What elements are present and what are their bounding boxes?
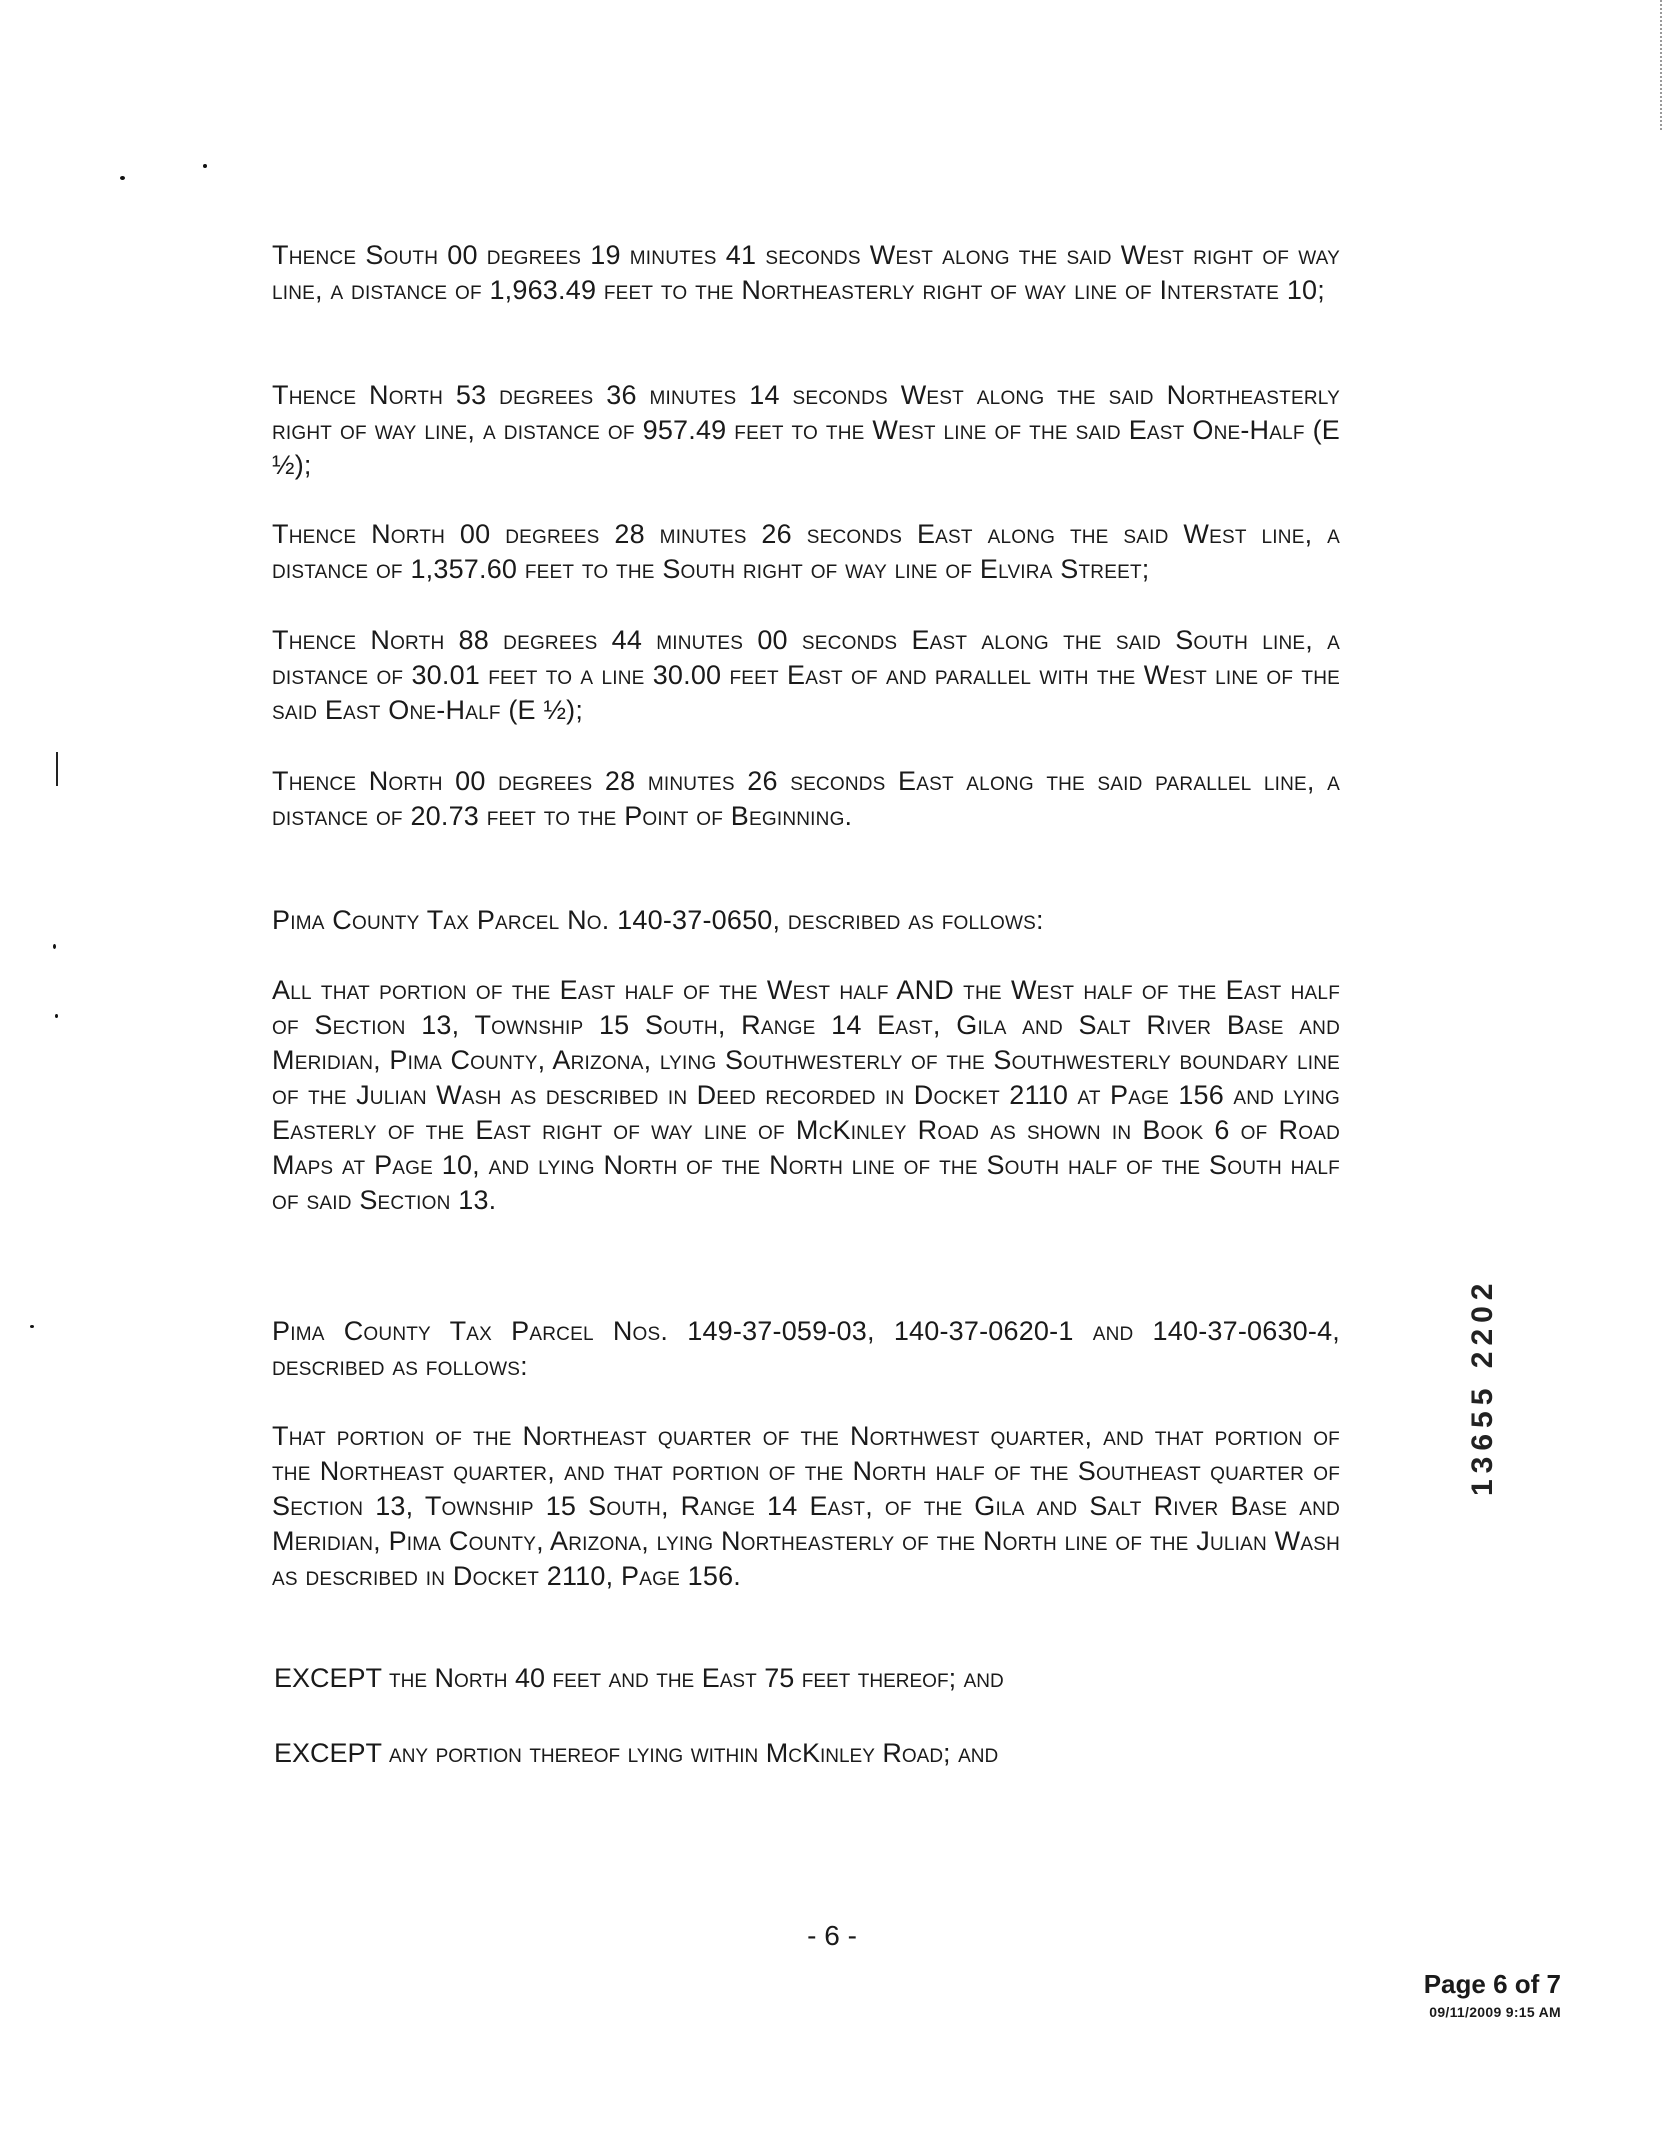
heading-tax-parcels-multiple: Pima County Tax Parcel Nos. 149-37-059-03, 140-37-0620-1 and 140-37-0630-4, described as follows: (272, 1316, 1340, 1381)
paragraph-thence-south: Thence South 00 degrees 19 minutes 41 seconds West along the said West right of way line, a distance of 1,963.49 feet to the Northeasterly right of way line of Interstate 10; (272, 240, 1340, 305)
except-clause-north-east: EXCEPT the North 40 feet and the East 75 feet thereof; and (274, 1663, 1004, 1693)
paragraph-thence-north-88: Thence North 88 degrees 44 minutes 00 seconds East along the said South line, a distance of 30.01 feet to a line 30.00 feet East of and parallel with the West line of the said East One-Half (E ½); (272, 625, 1340, 725)
paragraph-thence-north-53: Thence North 53 degrees 36 minutes 14 seconds West along the said Northeasterly right of way line, a distance of 957.49 feet to the West line of the said East One-Half (E ½); (272, 380, 1340, 480)
page-number: - 6 - (807, 1920, 857, 1951)
page-count: Page 6 of 7 (1423, 1969, 1561, 1999)
scan-mark (56, 752, 58, 786)
paragraph-parcel-0650-description: All that portion of the East half of the West half AND the West half of the East half of Section 13, Township 15 South, Range 14 East, Gila and Salt River Base and Meridian, Pima County, Arizona, lying Southwesterly of the Southwesterly boundary line of the Julian Wash as described in Deed recorded in Docket 2110 at Page 156 and lying Easterly of the East right of way line of McKinley Road as shown in Book 6 of Road Maps at Page 10, and lying North of the North line of the South half of the South half of said Section 13. (272, 975, 1340, 1215)
paragraph-parcels-description: That portion of the Northeast quarter of the Northwest quarter, and that portion of the Northeast quarter, and that portion of the North half of the Southeast quarter of Section 13, Township 15 South, Range 14 East, of the Gila and Salt River Base and Meridian, Pima County, Arizona, lying Northeasterly of the North line of the Julian Wash as described in Docket 2110, Page 156. (272, 1421, 1340, 1591)
paragraph-thence-north-00-parallel: Thence North 00 degrees 28 minutes 26 seconds East along the said parallel line, a distance of 20.73 feet to the Point of Beginning. (272, 766, 1340, 831)
scan-speck (203, 164, 207, 168)
docket-margin-stamp: 13655 2202 (1466, 1277, 1499, 1496)
scan-speck (55, 1014, 58, 1018)
scan-edge-mark (1660, 0, 1664, 130)
scan-speck (120, 176, 125, 180)
paragraph-thence-north-00-west-line: Thence North 00 degrees 28 minutes 26 seconds East along the said West line, a distance of 1,357.60 feet to the South right of way line of Elvira Street; (272, 519, 1340, 584)
heading-tax-parcel-0650: Pima County Tax Parcel No. 140-37-0650, described as follows: (272, 905, 1044, 935)
scan-speck (30, 1325, 34, 1328)
recording-timestamp: 09/11/2009 9:15 AM (1429, 2004, 1561, 2020)
except-clause-mckinley: EXCEPT any portion thereof lying within McKinley Road; and (274, 1738, 999, 1768)
scan-speck (53, 944, 56, 949)
